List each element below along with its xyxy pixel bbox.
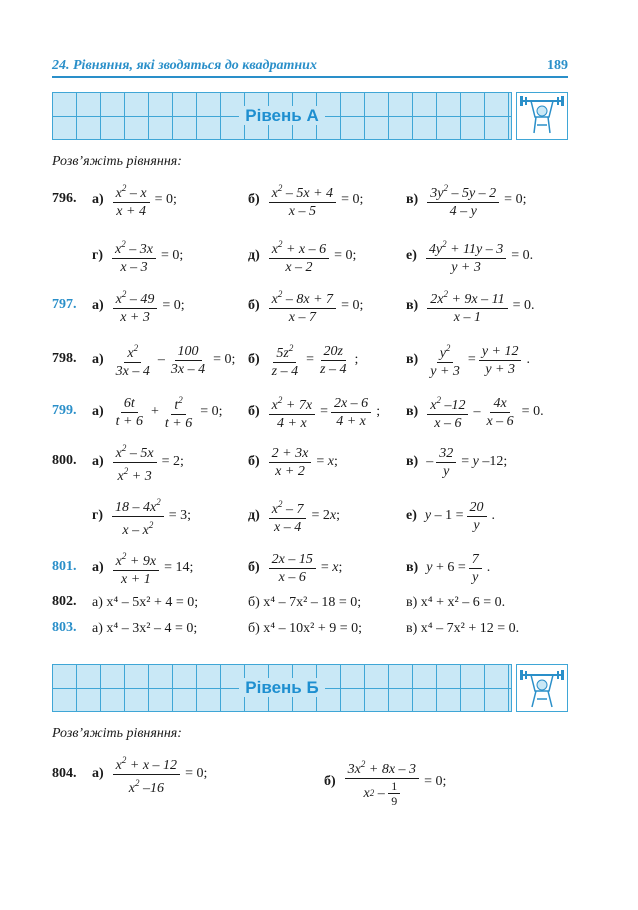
problem-798-v: в) $\frac{y^2}{y + 3}$ = $\frac{y + 12}{y + 3}$ . bbox=[406, 343, 530, 379]
problem-796-d: д) $\frac{x^2 + x - 6}{x - 2}$ = 0; bbox=[248, 239, 357, 275]
problem-800-e: е) y – 1 = $\frac{20}{y}$ . bbox=[406, 499, 496, 533]
problem-number: 796. bbox=[52, 191, 77, 206]
instruction-a: Розв’яжіть рівняння: bbox=[52, 154, 182, 169]
problem-802-b: б) x⁴ – 7x² – 18 = 0; bbox=[248, 595, 362, 610]
problem-797-v: в) $\frac{2x^2 + 9x - 11}{x - 1}$ = 0. bbox=[406, 289, 535, 325]
problem-796-a: а) $\frac{x^2 - x}{x + 4}$ = 0; bbox=[92, 183, 177, 219]
problem-799-b: б) $\frac{x^2 + 7x}{4 + x}$ = $\frac{2x - 6}{4 + x}$ ; bbox=[248, 395, 381, 431]
level-a-title: Рівень А bbox=[239, 106, 324, 125]
problem-801-b: б) $\frac{2x - 15}{x - 6}$ = x; bbox=[248, 551, 343, 585]
problem-800-v: в) – $\frac{32}{y}$ = y –12; bbox=[406, 445, 508, 479]
page-number: 189 bbox=[547, 58, 568, 73]
problem-number: 798. bbox=[52, 351, 77, 366]
problem-number: 803. bbox=[52, 620, 77, 635]
problem-number: 804. bbox=[52, 766, 77, 781]
level-b-title: Рівень Б bbox=[239, 678, 324, 697]
level-b-banner bbox=[52, 664, 568, 712]
problem-796-g: г) $\frac{x^2 - 3x}{x - 3}$ = 0; bbox=[92, 239, 184, 275]
problem-800-g: г) $\frac{18 - 4x^2}{x - x^2}$ = 3; bbox=[92, 496, 192, 538]
problem-800-d: д) $\frac{x^2 - 7}{x - 4}$ = 2x; bbox=[248, 499, 340, 535]
problem-803-a: а) x⁴ – 3x² – 4 = 0; bbox=[92, 621, 198, 636]
problem-802-a: а) x⁴ – 5x² + 4 = 0; bbox=[92, 595, 199, 610]
problem-799-v: в) $\frac{x^2 -12}{x - 6}$ – $\frac{4x}{x - 6}$ = 0. bbox=[406, 395, 544, 431]
problem-number: 800. bbox=[52, 453, 77, 468]
page-header bbox=[52, 56, 568, 76]
problem-802-v: в) x⁴ + x² – 6 = 0. bbox=[406, 595, 506, 610]
problem-800-a: а) $\frac{x^2 - 5x}{x^2 + 3}$ = 2; bbox=[92, 442, 184, 484]
problem-number: 802. bbox=[52, 594, 77, 609]
problem-797-b: б) $\frac{x^2 - 8x + 7}{x - 7}$ = 0; bbox=[248, 289, 364, 325]
instruction-b: Розв’яжіть рівняння: bbox=[52, 726, 182, 741]
problem-800-b: б) $\frac{2 + 3x}{x + 2}$ = x; bbox=[248, 445, 338, 479]
problem-803-b: б) x⁴ – 10x² + 9 = 0; bbox=[248, 621, 363, 636]
header-rule bbox=[52, 76, 568, 78]
problem-801-a: а) $\frac{x^2 + 9x}{x + 1}$ = 14; bbox=[92, 551, 194, 587]
problem-804-b: б) $3x^2 + 8x - 3$ x 2 – $\frac{1}{9}$ = 0; bbox=[324, 759, 447, 808]
problem-799-a: а) $\frac{6t}{t + 6}$ + $\frac{t^2}{t + 6}$ = 0; bbox=[92, 395, 223, 431]
problem-798-b: б) $\frac{5z^2}{z - 4}$ = $\frac{20z}{z - 4}$ ; bbox=[248, 343, 359, 379]
problem-804-a: а) $\frac{x^2 + x - 12}{x^2 -16}$ = 0; bbox=[92, 754, 208, 796]
weightlifter-icon bbox=[516, 92, 568, 140]
problem-796-e: е) $\frac{4y^2 + 11y - 3}{y + 3}$ = 0. bbox=[406, 239, 534, 275]
weightlifter-icon bbox=[516, 664, 568, 712]
problem-number: 797. bbox=[52, 297, 77, 312]
level-a-banner bbox=[52, 92, 568, 140]
problem-796-b: б) $\frac{x^2 - 5x + 4}{x - 5}$ = 0; bbox=[248, 183, 364, 219]
problem-number: 799. bbox=[52, 403, 77, 418]
problem-803-v: в) x⁴ – 7x² + 12 = 0. bbox=[406, 621, 520, 636]
problem-798-a: а) $\frac{x^2}{3x - 4}$ – $\frac{100}{3x - 4}$ = 0; bbox=[92, 343, 236, 379]
problem-number: 801. bbox=[52, 559, 77, 574]
problem-797-a: а) $\frac{x^2 - 49}{x + 3}$ = 0; bbox=[92, 289, 185, 325]
chapter-title: 24. Рівняння, які зводяться до квадратних bbox=[52, 58, 317, 73]
problem-796-v: в) $\frac{3y^2 - 5y - 2}{4 - y}$ = 0; bbox=[406, 183, 527, 219]
problem-801-v: в) y + 6 = $\frac{7}{y}$ . bbox=[406, 551, 491, 585]
